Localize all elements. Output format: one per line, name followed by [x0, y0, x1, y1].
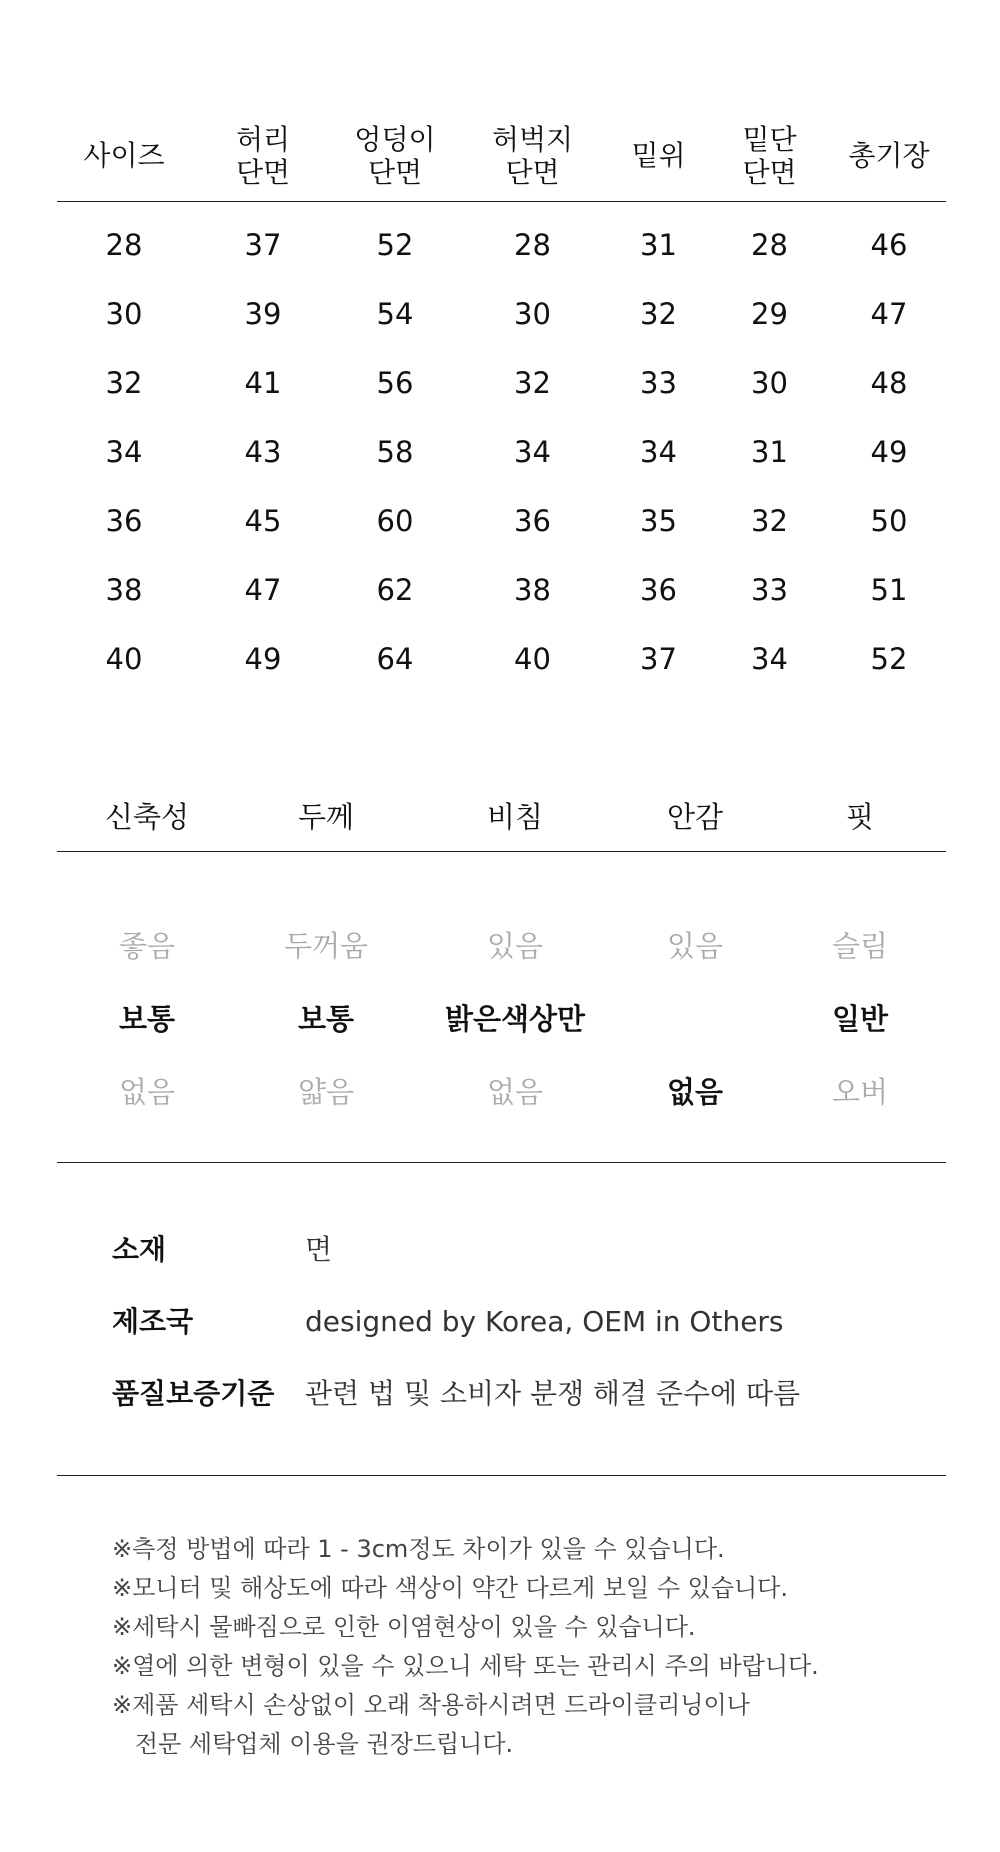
size-cell: 62 — [376, 572, 414, 607]
property-table — [57, 795, 946, 1143]
size-cell: 28 — [751, 227, 788, 262]
property-column — [237, 924, 415, 1143]
size-header-hip: 엉덩이 단면 — [354, 122, 436, 189]
property-option: 있음 — [486, 929, 544, 963]
size-cell: 36 — [640, 572, 677, 607]
size-row — [57, 417, 946, 486]
info-row-material — [112, 1228, 800, 1300]
size-cell: 30 — [751, 365, 788, 400]
size-cell: 60 — [376, 503, 414, 538]
property-header-sheerness: 비침 — [486, 800, 544, 834]
property-option-selected: 밝은색상만 — [444, 1002, 586, 1036]
size-cell: 35 — [640, 503, 677, 538]
size-row — [57, 486, 946, 555]
size-cell: 37 — [640, 641, 677, 676]
size-cell: 36 — [105, 503, 143, 538]
note-line: ※제품 세탁시 손상없이 오래 착용하시려면 드라이클리닝이나 — [112, 1691, 750, 1719]
size-cell: 32 — [751, 503, 788, 538]
size-cell: 47 — [244, 572, 282, 607]
note-line: ※측정 방법에 따라 1 - 3cm정도 차이가 있을 수 있습니다. — [112, 1535, 725, 1563]
property-header-lining: 안감 — [666, 800, 724, 834]
property-header-fit: 핏 — [845, 800, 874, 834]
size-cell: 56 — [376, 365, 414, 400]
size-row — [57, 279, 946, 348]
property-header-thickness: 두께 — [297, 800, 355, 834]
size-cell: 52 — [376, 227, 414, 262]
note-line: ※세탁시 물빠짐으로 인한 이염현상이 있을 수 있습니다. — [112, 1613, 696, 1641]
size-cell: 49 — [244, 641, 282, 676]
size-cell: 32 — [105, 365, 143, 400]
property-option: 슬림 — [831, 929, 889, 963]
size-header-size: 사이즈 — [83, 139, 165, 172]
size-cell: 34 — [514, 434, 551, 469]
size-header-hem: 밑단 단면 — [742, 122, 797, 189]
size-cell: 34 — [640, 434, 677, 469]
size-cell: 40 — [514, 641, 551, 676]
note-line: ※모니터 및 해상도에 따라 색상이 약간 다르게 보일 수 있습니다. — [112, 1574, 788, 1602]
size-cell: 38 — [105, 572, 143, 607]
property-header-stretch: 신축성 — [104, 800, 190, 834]
size-cell: 32 — [640, 296, 677, 331]
property-option-selected: 없음 — [666, 1075, 724, 1109]
size-cell: 49 — [870, 434, 908, 469]
size-cell: 48 — [870, 365, 908, 400]
info-value: designed by Korea, OEM in Others — [305, 1305, 784, 1338]
size-cell: 58 — [376, 434, 414, 469]
size-header-rise: 밑위 — [631, 139, 686, 172]
size-header-length: 총기장 — [848, 139, 930, 172]
size-cell: 38 — [514, 572, 551, 607]
size-cell: 34 — [105, 434, 143, 469]
size-cell: 40 — [105, 641, 143, 676]
note-line: ※열에 의한 변형이 있을 수 있으니 세탁 또는 관리시 주의 바랍니다. — [112, 1652, 819, 1680]
size-cell: 36 — [514, 503, 551, 538]
size-row — [57, 555, 946, 624]
size-cell: 30 — [514, 296, 551, 331]
size-cell: 41 — [244, 365, 282, 400]
size-row — [57, 210, 946, 279]
size-cell: 50 — [870, 503, 908, 538]
size-cell: 32 — [514, 365, 551, 400]
info-value: 면 — [305, 1233, 333, 1266]
property-option — [615, 997, 775, 1070]
info-label: 품질보증기준 — [112, 1377, 275, 1410]
size-header-thigh: 허벅지 단면 — [491, 122, 574, 189]
product-info — [112, 1228, 800, 1444]
size-row — [57, 624, 946, 693]
size-header-waist: 허리 단면 — [235, 122, 291, 189]
care-notes — [112, 1530, 819, 1764]
size-cell: 34 — [751, 641, 788, 676]
property-option: 두꺼움 — [283, 929, 369, 963]
property-option: 얇음 — [297, 1075, 355, 1109]
property-option: 오버 — [831, 1075, 889, 1109]
size-cell: 64 — [376, 641, 414, 676]
info-row-origin — [112, 1300, 800, 1372]
size-cell: 39 — [244, 296, 282, 331]
size-cell: 46 — [870, 227, 908, 262]
size-table-body — [57, 202, 946, 693]
property-option: 있음 — [666, 929, 724, 963]
property-column — [415, 924, 615, 1143]
size-cell: 51 — [870, 572, 908, 607]
size-table-header — [57, 110, 946, 202]
property-option-selected: 보통 — [297, 1002, 355, 1036]
size-table — [57, 110, 946, 693]
size-cell: 31 — [640, 227, 677, 262]
info-label: 소재 — [112, 1233, 167, 1266]
size-cell: 31 — [751, 434, 788, 469]
property-table-header — [57, 795, 946, 852]
size-cell: 47 — [870, 296, 908, 331]
info-row-quality — [112, 1372, 800, 1444]
info-label: 제조국 — [112, 1305, 194, 1338]
size-cell: 28 — [105, 227, 143, 262]
property-column — [615, 924, 775, 1143]
property-option-selected: 일반 — [831, 1002, 889, 1036]
property-option: 좋음 — [118, 929, 176, 963]
size-cell: 33 — [751, 572, 788, 607]
size-cell: 30 — [105, 296, 143, 331]
size-cell: 33 — [640, 365, 677, 400]
note-line: 전문 세탁업체 이용을 권장드립니다. — [112, 1730, 514, 1758]
size-cell: 52 — [870, 641, 908, 676]
property-option-selected: 보통 — [118, 1002, 176, 1036]
size-cell: 29 — [751, 296, 788, 331]
size-cell: 37 — [244, 227, 282, 262]
property-option: 없음 — [486, 1075, 544, 1109]
size-cell: 45 — [244, 503, 282, 538]
size-cell: 54 — [376, 296, 414, 331]
property-column — [57, 924, 237, 1143]
info-value: 관련 법 및 소비자 분쟁 해결 준수에 따름 — [305, 1377, 801, 1410]
size-cell: 28 — [514, 227, 551, 262]
size-cell: 43 — [244, 434, 282, 469]
divider — [57, 1162, 946, 1163]
property-column — [775, 924, 945, 1143]
divider — [57, 1475, 946, 1476]
property-option: 없음 — [118, 1075, 176, 1109]
property-table-body — [57, 852, 946, 1143]
size-row — [57, 348, 946, 417]
